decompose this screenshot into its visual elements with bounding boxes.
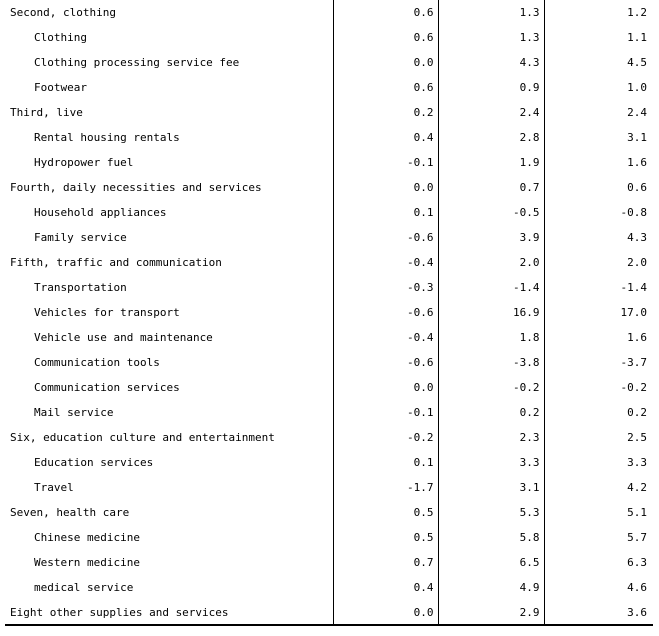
- value-cell-col-1: 0.0: [333, 175, 438, 200]
- subcategory-label: Clothing processing service fee: [0, 50, 333, 75]
- value-cell-col-1: 0.4: [333, 575, 438, 600]
- value-cell-col-3: 5.7: [627, 531, 647, 544]
- subcategory-label: Footwear: [0, 75, 333, 100]
- value-cell-col-1: 0.5: [333, 525, 438, 550]
- subcategory-label: Vehicles for transport: [0, 300, 333, 325]
- value-cell-col-1: 0.6: [333, 0, 438, 25]
- value-cell-col-2: 3.1: [438, 475, 544, 500]
- table-row-subcategory: [0, 275, 653, 300]
- table-row-subcategory: [0, 125, 653, 150]
- value-cell-col-2: 0.2: [438, 400, 544, 425]
- value-cell-col-1: -0.4: [333, 325, 438, 350]
- category-label: Eight other supplies and services: [0, 600, 333, 625]
- category-label: Third, live: [0, 100, 333, 125]
- subcategory-label: Education services: [0, 450, 333, 475]
- value-cell-col-2: 1.8: [438, 325, 544, 350]
- value-cell-col-1: -0.4: [333, 250, 438, 275]
- table-row-category: [0, 250, 653, 275]
- table-row-subcategory: [0, 375, 653, 400]
- value-cell-col-2: 2.3: [438, 425, 544, 450]
- value-cell-col-1: -1.7: [333, 475, 438, 500]
- table-row-subcategory: [0, 75, 653, 100]
- value-cell-col-2: 2.8: [438, 125, 544, 150]
- subcategory-label: Communication services: [0, 375, 333, 400]
- value-cell-col-2: 1.3: [438, 0, 544, 25]
- table-row-subcategory: [0, 325, 653, 350]
- table-row-subcategory: [0, 350, 653, 375]
- value-cell-col-3: 3.1: [627, 131, 647, 144]
- value-cell-col-2: 6.5: [438, 550, 544, 575]
- value-cell-col-1: -0.1: [333, 400, 438, 425]
- value-cell-col-1: -0.6: [333, 225, 438, 250]
- table-row-category: [0, 175, 653, 200]
- value-cell-col-1: 0.0: [333, 375, 438, 400]
- value-cell-col-1: -0.3: [333, 275, 438, 300]
- value-cell-col-3: 5.1: [627, 506, 647, 519]
- value-cell-col-1: 0.0: [333, 600, 438, 625]
- value-cell-col-1: 0.0: [333, 50, 438, 75]
- value-cell-col-2: 1.9: [438, 150, 544, 175]
- value-cell-col-1: -0.6: [333, 350, 438, 375]
- table-row-subcategory: [0, 300, 653, 325]
- table-row-subcategory: [0, 525, 653, 550]
- subcategory-label: Family service: [0, 225, 333, 250]
- value-cell-col-2: -0.5: [438, 200, 544, 225]
- value-cell-col-3: -0.2: [620, 381, 647, 394]
- value-cell-col-3: 17.0: [620, 306, 647, 319]
- value-cell-col-3: 4.5: [627, 56, 647, 69]
- value-cell-col-2: -3.8: [438, 350, 544, 375]
- value-cell-col-3: 1.6: [627, 156, 647, 169]
- value-cell-col-3: 1.2: [627, 6, 647, 19]
- value-cell-col-3: 3.6: [627, 606, 647, 619]
- value-cell-col-3: -3.7: [620, 356, 647, 369]
- table-row-subcategory: [0, 25, 653, 50]
- value-cell-col-1: 0.1: [333, 200, 438, 225]
- value-cell-col-3: 1.6: [627, 331, 647, 344]
- value-cell-col-2: -1.4: [438, 275, 544, 300]
- value-cell-col-1: 0.6: [333, 75, 438, 100]
- subcategory-label: Vehicle use and maintenance: [0, 325, 333, 350]
- value-cell-col-3: 4.3: [627, 231, 647, 244]
- subcategory-label: medical service: [0, 575, 333, 600]
- value-cell-col-2: 0.9: [438, 75, 544, 100]
- value-cell-col-2: 3.9: [438, 225, 544, 250]
- table-bottom-rule: [5, 624, 653, 626]
- value-cell-col-3: 2.5: [627, 431, 647, 444]
- value-cell-col-3: 6.3: [627, 556, 647, 569]
- table-row-subcategory: [0, 575, 653, 600]
- value-cell-col-1: -0.1: [333, 150, 438, 175]
- table-row-subcategory: [0, 200, 653, 225]
- category-label: Six, education culture and entertainment: [0, 425, 333, 450]
- value-cell-col-1: 0.5: [333, 500, 438, 525]
- category-label: Fourth, daily necessities and services: [0, 175, 333, 200]
- value-cell-col-2: 2.9: [438, 600, 544, 625]
- subcategory-label: Transportation: [0, 275, 333, 300]
- subcategory-label: Western medicine: [0, 550, 333, 575]
- value-cell-col-2: 0.7: [438, 175, 544, 200]
- table-row-subcategory: [0, 50, 653, 75]
- subcategory-label: Mail service: [0, 400, 333, 425]
- table-row-category: [0, 425, 653, 450]
- table-row-subcategory: [0, 400, 653, 425]
- value-cell-col-3: 2.4: [627, 106, 647, 119]
- value-cell-col-2: 2.0: [438, 250, 544, 275]
- value-cell-col-1: 0.2: [333, 100, 438, 125]
- table-row-category: [0, 600, 653, 625]
- value-cell-col-3: 1.1: [627, 31, 647, 44]
- value-cell-col-3: 0.2: [627, 406, 647, 419]
- value-cell-col-2: -0.2: [438, 375, 544, 400]
- value-cell-col-2: 4.3: [438, 50, 544, 75]
- table-row-subcategory: [0, 150, 653, 175]
- table-row-category: [0, 0, 653, 25]
- value-cell-col-3: 4.6: [627, 581, 647, 594]
- value-cell-col-3: -0.8: [620, 206, 647, 219]
- category-label: Seven, health care: [0, 500, 333, 525]
- value-cell-col-3: 3.3: [627, 456, 647, 469]
- table-row-category: [0, 100, 653, 125]
- table-row-subcategory: [0, 550, 653, 575]
- value-cell-col-1: 0.1: [333, 450, 438, 475]
- subcategory-label: Hydropower fuel: [0, 150, 333, 175]
- table-row-category: [0, 500, 653, 525]
- value-cell-col-1: -0.6: [333, 300, 438, 325]
- value-cell-col-3: 4.2: [627, 481, 647, 494]
- category-label: Fifth, traffic and communication: [0, 250, 333, 275]
- value-cell-col-2: 2.4: [438, 100, 544, 125]
- value-cell-col-2: 16.9: [438, 300, 544, 325]
- value-cell-col-3: 2.0: [627, 256, 647, 269]
- value-cell-col-3: 1.0: [627, 81, 647, 94]
- value-cell-col-1: -0.2: [333, 425, 438, 450]
- subcategory-label: Communication tools: [0, 350, 333, 375]
- subcategory-label: Household appliances: [0, 200, 333, 225]
- value-cell-col-2: 5.8: [438, 525, 544, 550]
- subcategory-label: Chinese medicine: [0, 525, 333, 550]
- value-cell-col-3: -1.4: [620, 281, 647, 294]
- subcategory-label: Travel: [0, 475, 333, 500]
- value-cell-col-2: 4.9: [438, 575, 544, 600]
- value-cell-col-1: 0.6: [333, 25, 438, 50]
- value-cell-col-1: 0.4: [333, 125, 438, 150]
- subcategory-label: Rental housing rentals: [0, 125, 333, 150]
- table-row-subcategory: [0, 225, 653, 250]
- category-label: Second, clothing: [0, 0, 333, 25]
- value-cell-col-3: 0.6: [627, 181, 647, 194]
- value-cell-col-2: 5.3: [438, 500, 544, 525]
- table-row-subcategory: [0, 475, 653, 500]
- value-cell-col-2: 3.3: [438, 450, 544, 475]
- subcategory-label: Clothing: [0, 25, 333, 50]
- value-cell-col-2: 1.3: [438, 25, 544, 50]
- table-row-subcategory: [0, 450, 653, 475]
- value-cell-col-1: 0.7: [333, 550, 438, 575]
